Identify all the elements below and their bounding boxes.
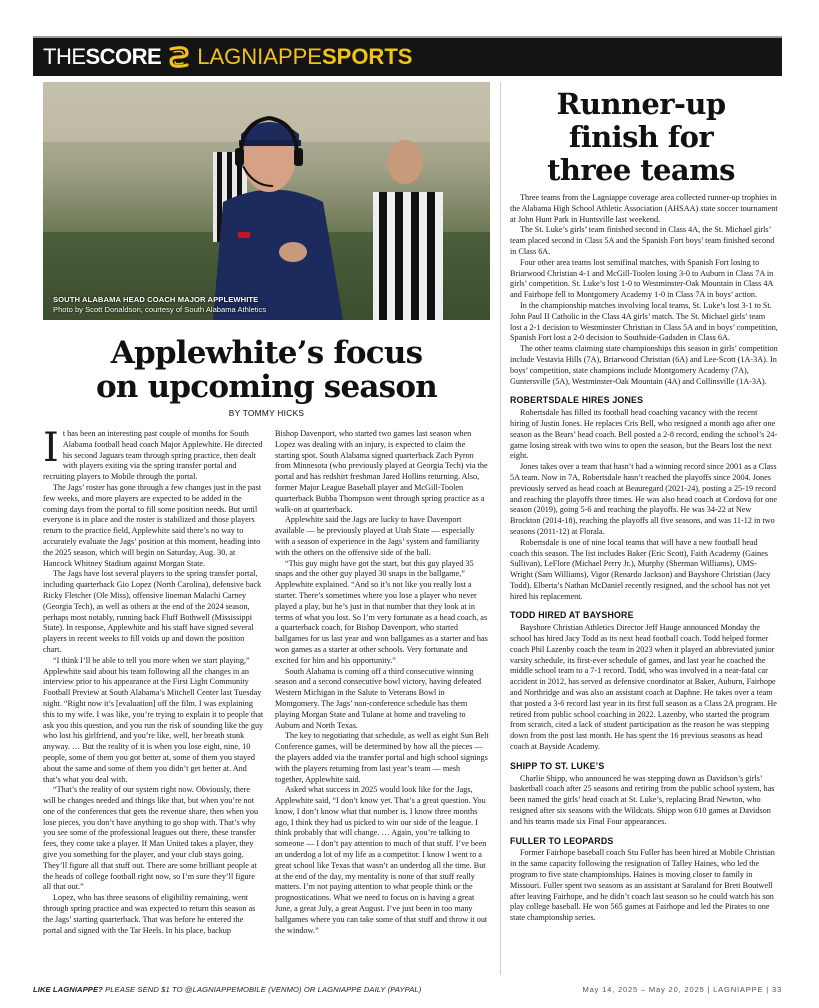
coach-photo-illustration: [43, 82, 490, 320]
subhead-leopards: FULLER TO LEOPARDS: [510, 835, 614, 846]
photo-caption-title: SOUTH ALABAMA HEAD COACH MAJOR APPLEWHITE: [53, 295, 259, 304]
story1-column-1: [43, 429, 264, 969]
story2-headline: Runner-up finish for three teams: [547, 87, 735, 187]
lagniappe-swirl-logo-icon: [165, 43, 193, 71]
coach-photo: [43, 82, 490, 320]
section-banner: [33, 38, 782, 76]
story1-paragraph: The Jags’ roster has gone through a few changes just in the past few weeks, and more players are expected to be added in the coming days from the portal to fill some position needs. But until everyone is in place and the roster is stabilized and those players return to the practice field, Applewhite said there’s no way to accurately evaluate the Jags’ position at this moment, heading into the 2025 season, which will begin on Saturday, Aug. 30, at Hancock Whitney Stadium against Morgan State.: [43, 482, 262, 568]
footer-donation-note: LIKE LAGNIAPPE? PLEASE SEND $1 TO @LAGNIAPPEMOBILE (VENMO) OR LAGNIAPPE DAILY (PAYPAL): [33, 985, 422, 994]
dropcap: I: [43, 429, 59, 471]
story1-paragraph: Lopez, who has three seasons of eligibility remaining, went through spring practice and was expected to return this season as the Jags’ starting quarterback. That was before he entered the portal and signed with the Tar Heels. In his place, backup: [43, 893, 256, 935]
story1-paragraph: The key to negotiating that schedule, as well as eight Sun Belt Conference games, will be determined by how all the pieces — the players added via the transfer portal and high school signings with the players returning from last year’s team — mesh together, Applewhite said.: [275, 731, 489, 784]
story2-paragraph: Charlie Shipp, who announced he was stepping down as Davidson’s girls’ basketball coach after 25 seasons and retiring from the public school system, has been named the girls’ head coach at St. Luke’s, replacing Brad Newton, who resigned after six seasons with the Wildcats. Shipp won 610 games at Davidson and his teams made six Final Four appearances.: [510, 773, 775, 826]
story1-headline: Applewhite’s focus on upcoming season: [96, 335, 437, 405]
story1-paragraph: “This guy might have got the start, but this guy played 35 snaps and the other guy played 30 snaps in the ballgame,” Applewhite explained. “And so it’s not like you really lost a starter. There’s sometimes where you lose a player who never played a play, but he’s just in that number that they look at in terms of what you lost. So I’m very fortunate as a head coach, as a quarterback coach, for Bishop Davenport, who started ballgames for us last year and won ballgames as a starter and has won games as a starter at other schools. Very fortunate and excited for him and his opportunity.”: [275, 558, 488, 665]
story1-paragraph: Bishop Davenport, who started two games last season when Lopez was dealing with an injury, is expected to claim the starting spot. South Alabama signed quarterback Zach Pyron from Minnesota (who previously played at Georgia Tech) via the portal and has redshirt freshman Jared Hollins returning. Also, former Major League Baseball player and McGill-Toolen quarterback Bubba Thompson went through spring practice as a walk-on at quarterback.: [275, 429, 488, 514]
story2-paragraph: Three teams from the Lagniappe coverage area collected runner-up trophies in the Alabama High School Athletic Association (AHSAA) state soccer tournament at John Hunt Park in Huntsville last weekend.: [510, 193, 778, 224]
story2-paragraph: Robertsdale is one of nine local teams that will have a new football head coach this season. The list includes Baker (Eric Scott), Faith Academy (Gaines Sullivan), LeFlore (Michael Perry Jr.), Murphy (Sherman Williams), UMS-Wright (Sam Williams), Vigor (Renardo Jackson) and Bayshore Christian (Jacy Todd). Elberta’s Nathan McDaniel recently resigned, and the school has not yet hired his replacement.: [510, 537, 771, 601]
story2-paragraph: The St. Luke’s girls’ team finished second in Class 4A, the St. Michael girls’ team placed second in Class 5A and the Spanish Fort boys’ team finished second in Class 6A.: [510, 225, 775, 256]
story1-paragraph: The Jags have lost several players to the spring transfer portal, including quarterback Gio Lopez (North Carolina), defensive back Ricky Fletcher (Ole Miss), offensive lineman Malachi Carney (Georgia Tech), as well as others at the end of the 2024 season, perhaps most notably, running back Fluff Bothwell (Mississippi State). In response, Applewhite and his staff have signed several players in recent weeks to fill voids up and down the position chart.: [43, 569, 262, 654]
story1-paragraph: “I think I’ll be able to tell you more when we start playing,” Applewhite said about his team following all the changes in an interview prior to his appearance at the First Light Community Football Preview at South Alabama’s Mitchell Center last Tuesday night. “Right now it’s [evaluation] off the film. I was explaining this to my wife. I was like, you’re trying to explain it to people that ask you this question, and you run the risk of sounding like the guy who lost his girlfriend, and you’re like, well, her breath stunk anyway. … But the reality of it is when you lose eight, nine, 10 people, some of them you got better at, some of them you stayed about the same and some of them you didn’t get better at. And that’s what you deal with.: [43, 655, 264, 784]
story2-paragraph: Four other area teams lost semifinal matches, with Spanish Fort losing to Briarwood Christian 4-1 and McGill-Toolen losing 3-0 to Auburn in Class 7A in girls’ competition. St. Luke’s lost 1-0 to Westminster-Oak Mountain in Class 4A and Fairhope fell to Montgomery Academy 1-0 in Class 7A in boys’ action.: [510, 257, 774, 300]
photo-credit: Photo by Scott Donaldson, courtesy of South Alabama Athletics: [53, 305, 267, 314]
story1-paragraph: South Alabama is coming off a third consecutive winning season and a second consecutive bowl victory, having defeated Western Michigan in the Salute to Veterans Bowl in Montgomery. The Jags’ non-conference schedule has them playing Morgan State and Tulane at home and traveling to Auburn and North Texas.: [275, 666, 482, 730]
footer-page-info: May 14, 2025 – May 20, 2025 | LAGNIAPPE | 33: [582, 985, 782, 994]
story1-column-2: [275, 429, 490, 969]
banner-the-score: THE SCORE: [43, 44, 162, 69]
subhead-st-lukes: SHIPP TO ST. LUKE’S: [510, 760, 605, 771]
banner-lagniappe-sports: LAGNIAPPE SPORTS: [197, 44, 413, 69]
column-divider: [500, 82, 501, 975]
story2-paragraph: Bayshore Christian Athletics Director Jeff Hauge announced Monday the school has hired Jacy Todd as its next head football coach. Todd helped former coach Phil Lazenby coach the team in 2023 when it played an abbreviated junior varsity schedule, its first-ever schedule of games, and last year he coached the middle school team to a 7-1 record. Todd, who was involved in a near-fatal car accident in 2012, has served as defensive coordinator at Baker, Auburn, Fairhope and Northridge and was also an assistant coach at Daphne. He takes over a team that posted a 3-6 record last year in its first full season as a Class 2A program. He retired from public school coaching in 2022. Lazenby, who started the program from scratch, cited a lack of student participation as the reason he was stepping down from the post last month. He has spent the 16 previous seasons as head coach at Bayside Academy.: [510, 623, 777, 752]
story2-paragraph: In the championship matches involving local teams, St. Luke’s lost 3-1 to St. John Paul II Catholic in the Class 4A girls’ match. The St. Michael girls’ team lost a 2-1 decision to Westminster Christian in Class 5A and in boys’ competition, Spanish Fort lost a 2-0 decision to Southside-Gadsden in Class 6A.: [510, 300, 778, 343]
story2-paragraph: The other teams claiming state championships this season in girls’ competition include Vestavia Hills (7A), Briarwood Christian (6A) and Lee-Scott (1A-3A). In boys’ competition, state champions include Montgomery Academy (7A), Guntersville (5A), Westminster-Oak Mountain (4A) and Collinsville (1A-3A).: [510, 344, 778, 386]
story1-paragraph: Asked what success in 2025 would look like for the Jags, Applewhite said, “I don’t know yet. That’s a great question. You know, I don’t know what that number is. I know three months ago, I think they had us picked to win our side of the league. I think probably that will change. … Again, you’re talking to someone — I don’t pay attention to much of that stuff. I’ve been an underdog a lot of my life as a competitor. I know I went to a great school like Texas that wasn’t an underdog all the time. But at the end of the day, my mentality is none of that stuff really matters. I’m not paying attention to what people think or the prognostications. What we need to focus on is having a great June, a great July, a great August. I’ve just been in too many ballgames where you can take some of that stuff and throw it out the window.”: [275, 785, 488, 935]
story2-paragraph: Jones takes over a team that hasn’t had a winning record since 2001 as a Class 5A team. Now in 7A, Robertsdale hasn’t reached the playoffs since 2004. Jones previously served as head coach at Beauregard (2021-24), posting a 25-19 record and reaching the playoffs three times. He was also head coach at Cordova for one season (2019), going 5-6 and reaching the playoffs. He was 34-22 at New Brockton (2014-18), reaching the playoffs all five seasons, and was 11-12 in two seasons (2011-12) at Florala.: [510, 462, 777, 536]
story1-paragraph: “That’s the reality of our system right now. Obviously, there will be changes needed and things like that, but when you’re not one of the conferences that gets the revenue share, then when you lose pieces, you don’t have anything to go shop with. That’s why you see some of the professional leagues out there, these transfer fees, they come take a player. If Man United takes a player, they give you something for the player, and your club stays going. They’ll figure all that stuff out. There are some brilliant people at the heads of college football right now, so I’m sure they’ll figure all that out.”: [43, 785, 259, 892]
story1-paragraph: Applewhite said the Jags are lucky to have Davenport available — he previously played at Utah State — especially with a season of experience in the Jags’ system and familiarity with the others on the offensive side of the ball.: [275, 515, 480, 557]
story2-paragraph: Robertsdale has filled its football head coaching vacancy with the recent hiring of Justin Jones. He replaces Cris Bell, who resigned a month ago after one season as the Bears’ head coach. Bell posted a 2-8 record, ending the school’s 24-game losing streak with two wins to open the season, but the Bears lost the next eight.: [510, 408, 778, 461]
subhead-bayshore: TODD HIRED AT BAYSHORE: [510, 610, 634, 621]
story1-lead-paragraph: It has been an interesting past couple of months for South Alabama football head coach Major Applewhite. He directed his second Jaguars team through spring practice, then dealt with players exiting via the spring transfer portal and recruiting players to Mobile through the portal.: [43, 429, 263, 482]
photo-caption: [53, 295, 266, 315]
story2-column: [510, 193, 778, 973]
subhead-robertsdale: ROBERTSDALE HIRES JONES: [510, 395, 644, 406]
story2-paragraph: Former Fairhope baseball coach Stu Fuller has been hired at Mobile Christian in the same capacity following the resignation of Talley Haines, who led the program to five state championships. Haines is moving closer to family in Missouri. Fuller spent two seasons as an assistant at Saraland for Brett Boutwell after leaving Fairhope, and he didn’t coach last season so he could watch his son play college baseball. He won 565 games at Fairhope and led the Pirates to one state championship series.: [510, 848, 775, 923]
story1-byline: BY TOMMY HICKS: [228, 408, 305, 418]
